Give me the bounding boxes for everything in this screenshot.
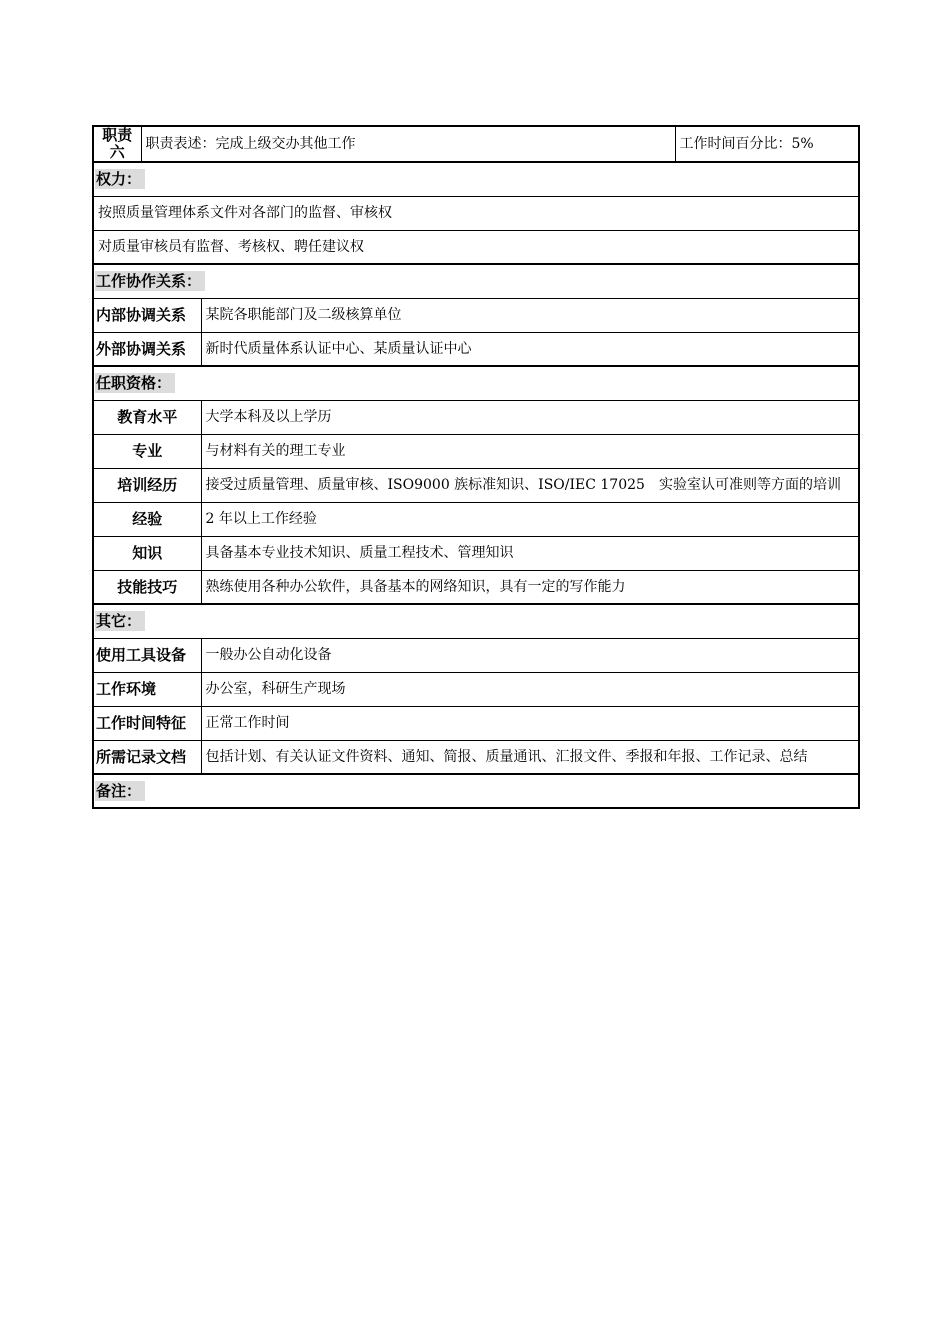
- remarks-heading: 备注：: [95, 781, 145, 801]
- authority-item-row: [93, 196, 859, 230]
- other-label: 所需记录文档: [93, 740, 201, 774]
- other-value: 一般办公自动化设备: [201, 638, 859, 672]
- remarks-row: [93, 774, 859, 808]
- internal-relations-row: [93, 298, 859, 332]
- qualification-value: 2 年以上工作经验: [201, 502, 859, 536]
- other-value: 正常工作时间: [201, 706, 859, 740]
- qualification-label: 经验: [93, 502, 201, 536]
- qualification-row: [93, 502, 859, 536]
- internal-relations-label: 内部协调关系: [93, 298, 201, 332]
- internal-relations-value: 某院各职能部门及二级核算单位: [201, 298, 859, 332]
- duty-six-row: [93, 126, 859, 162]
- other-value: 包括计划、有关认证文件资料、通知、简报、质量通讯、汇报文件、季报和年报、工作记录、总结: [201, 740, 859, 774]
- authority-item-row: [93, 230, 859, 264]
- other-value: 办公室，科研生产现场: [201, 672, 859, 706]
- qualification-value: 与材料有关的理工专业: [201, 434, 859, 468]
- relations-heading: 工作协作关系：: [95, 271, 205, 291]
- qualification-value: 熟练使用各种办公软件，具备基本的网络知识，具有一定的写作能力: [201, 570, 859, 604]
- qualifications-heading: 任职资格：: [95, 373, 175, 393]
- other-row: [93, 638, 859, 672]
- qualification-label: 培训经历: [93, 468, 201, 502]
- relations-heading-row: [93, 264, 859, 298]
- external-relations-label: 外部协调关系: [93, 332, 201, 366]
- qualification-row: [93, 434, 859, 468]
- qualification-value: 具备基本专业技术知识、质量工程技术、管理知识: [201, 536, 859, 570]
- duty-six-label: 职责六: [93, 126, 141, 162]
- other-label: 使用工具设备: [93, 638, 201, 672]
- other-heading-row: [93, 604, 859, 638]
- qualification-label: 技能技巧: [93, 570, 201, 604]
- qualification-label: 教育水平: [93, 400, 201, 434]
- external-relations-value: 新时代质量体系认证中心、某质量认证中心: [201, 332, 859, 366]
- duty-six-description: 职责表述：完成上级交办其他工作: [141, 126, 675, 162]
- other-label: 工作时间特征: [93, 706, 201, 740]
- duty-six-time-percent: 工作时间百分比：5%: [675, 126, 859, 162]
- other-label: 工作环境: [93, 672, 201, 706]
- qualifications-heading-row: [93, 366, 859, 400]
- qualification-label: 专业: [93, 434, 201, 468]
- other-heading: 其它：: [95, 611, 145, 631]
- qualification-row: [93, 400, 859, 434]
- authority-heading-row: [93, 162, 859, 196]
- authority-item: 对质量审核员有监督、考核权、聘任建议权: [93, 230, 859, 264]
- qualification-row: [93, 468, 859, 502]
- other-row: [93, 706, 859, 740]
- other-row: [93, 740, 859, 774]
- qualification-value: 大学本科及以上学历: [201, 400, 859, 434]
- authority-item: 按照质量管理体系文件对各部门的监督、审核权: [93, 196, 859, 230]
- qualification-value: 接受过质量管理、质量审核、ISO9000 族标准知识、ISO/IEC 17025 实验室认可准则等方面的培训: [201, 468, 859, 502]
- external-relations-row: [93, 332, 859, 366]
- qualification-label: 知识: [93, 536, 201, 570]
- qualification-row: [93, 536, 859, 570]
- job-description-table: [92, 125, 860, 809]
- other-row: [93, 672, 859, 706]
- qualification-row: [93, 570, 859, 604]
- authority-heading: 权力：: [95, 169, 145, 189]
